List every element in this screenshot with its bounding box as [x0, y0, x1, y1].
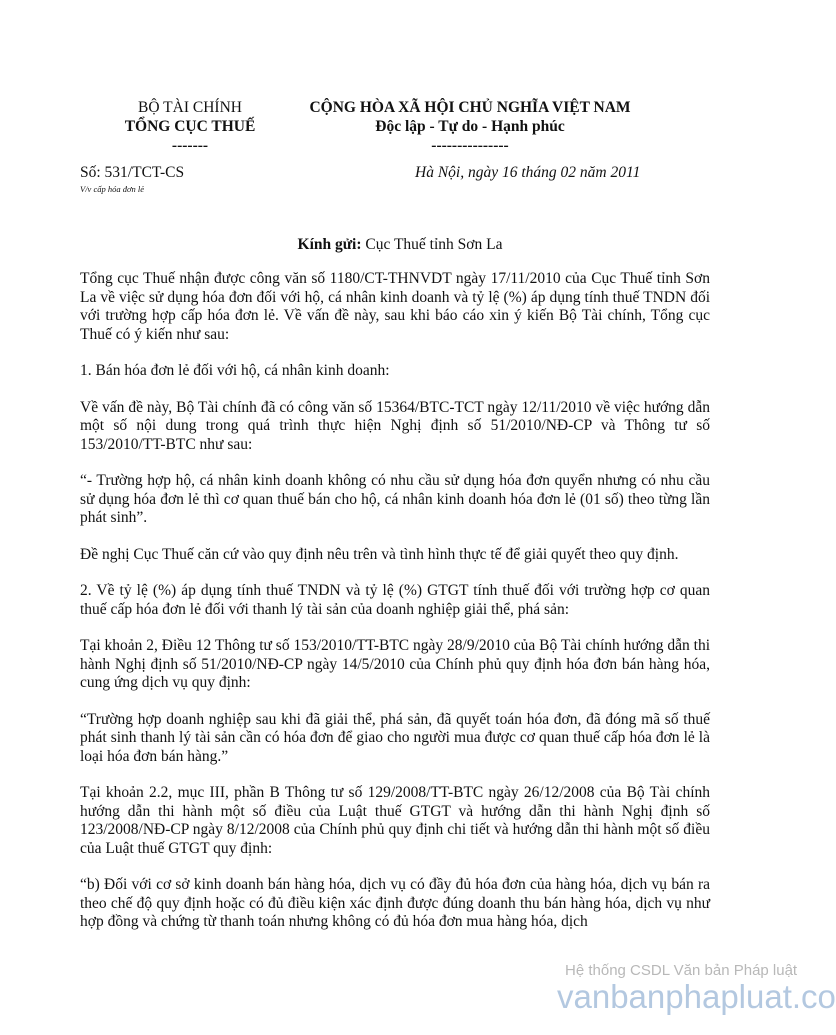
body-paragraph: Về vấn đề này, Bộ Tài chính đã có công văn số 15364/BTC-TCT ngày 12/11/2010 về việc hướng dẫn một số nội dung trong quá trình thực hiện Nghị định số 51/2010/NĐ-CP và Thông tư số 153/2010/TT-BTC như sau: — [80, 398, 710, 453]
watermark-caption: Hệ thống CSDL Văn bản Pháp luật — [565, 962, 798, 979]
section-heading: 2. Về tỷ lệ (%) áp dụng tính thuế TNDN và tỷ lệ (%) GTGT tính thuế đối với trường hợp cơ quan thuế cấp hóa đơn lẻ đối với thanh lý tài sản của doanh nghiệp giải thể, phá sản: — [80, 582, 710, 618]
republic-title: CỘNG HÒA XÃ HỘI CHỦ NGHĨA VIỆT NAM — [309, 99, 631, 116]
document-subject: V/v cấp hóa đơn lẻ — [80, 184, 145, 194]
section-heading: 1. Bán hóa đơn lẻ đối với hộ, cá nhân kinh doanh: — [80, 362, 390, 379]
watermark-domain: vanbanphapluat.co — [557, 978, 836, 1015]
motto-separator: --------------- — [431, 137, 509, 154]
ministry-name: BỘ TÀI CHÍNH — [138, 99, 242, 116]
department-name: TỔNG CỤC THUẾ — [124, 118, 256, 135]
issuer-separator: ------- — [171, 137, 209, 154]
recipient-line — [0, 236, 800, 254]
quoted-paragraph: “Trường hợp doanh nghiệp sau khi đã giải thể, phá sản, đã quyết toán hóa đơn, đã đóng mã số thuế phát sinh thanh lý tài sản cần có hóa đơn để giao cho người mua được cơ quan thuế cấp hóa đơn lẻ là loại hóa đơn bán hàng.” — [80, 710, 710, 765]
body-paragraph: Tại khoản 2.2, mục III, phần B Thông tư số 129/2008/TT-BTC ngày 26/12/2008 của Bộ Tài chính hướng dẫn thi hành một số điều của Luật thuế GTGT và hướng dẫn thi hành Nghị định số 123/2008/NĐ-CP ngày 8/12/2008 của Chính phủ quy định chi tiết và hướng dẫn thi hành một số điều của Luật thuế GTGT quy định: — [80, 784, 710, 857]
quoted-paragraph: “b) Đối với cơ sở kinh doanh bán hàng hóa, dịch vụ có đầy đủ hóa đơn của hàng hóa, dịch vụ bán ra theo chế độ quy định hoặc có đủ điều kiện xác định được đúng doanh thu bán hàng hóa, dịch vụ như hợp đồng và chứng từ thanh toán nhưng không có đủ hóa đơn mua hàng hóa, dịch — [80, 876, 710, 930]
body-paragraph: Tổng cục Thuế nhận được công văn số 1180/CT-THNVDT ngày 17/11/2010 của Cục Thuế tỉnh Sơn La về việc sử dụng hóa đơn đối với hộ, cá nhân kinh doanh và tỷ lệ (%) áp dụng tính thuế TNDN đối với trường hợp cấp hóa đơn lẻ. Về vấn đề này, sau khi báo cáo xin ý kiến Bộ Tài chính, Tổng cục Thuế có ý kiến như sau: — [80, 270, 710, 343]
motto: Độc lập - Tự do - Hạnh phúc — [375, 118, 565, 135]
body-paragraph: Tại khoản 2, Điều 12 Thông tư số 153/2010/TT-BTC ngày 28/9/2010 của Bộ Tài chính hướng dẫn thi hành Nghị định số 51/2010/NĐ-CP ngày 14/5/2010 của Chính phủ quy định hóa đơn bán hàng hóa, cung ứng dịch vụ quy định: — [80, 637, 711, 691]
national-title-block — [290, 98, 650, 155]
document-body — [80, 270, 710, 950]
document-number: Số: 531/TCT-CS — [80, 164, 185, 181]
recipient-label: Kính gửi: — [297, 236, 362, 253]
recipient-name: Cục Thuế tỉnh Sơn La — [361, 236, 503, 253]
place-date: Hà Nội, ngày 16 tháng 02 năm 2011 — [415, 164, 641, 181]
body-paragraph: Đề nghị Cục Thuế căn cứ vào quy định nêu trên và tình hình thực tế để giải quyết theo quy định. — [80, 545, 679, 563]
issuer-block — [80, 98, 300, 155]
quoted-paragraph: “- Trường hợp hộ, cá nhân kinh doanh không có nhu cầu sử dụng hóa đơn quyển nhưng có nhu cầu sử dụng hóa đơn lẻ thì cơ quan thuế bán cho hộ, cá nhân kinh doanh hóa đơn lẻ (01 số) theo từng lần phát sinh”. — [80, 472, 710, 526]
